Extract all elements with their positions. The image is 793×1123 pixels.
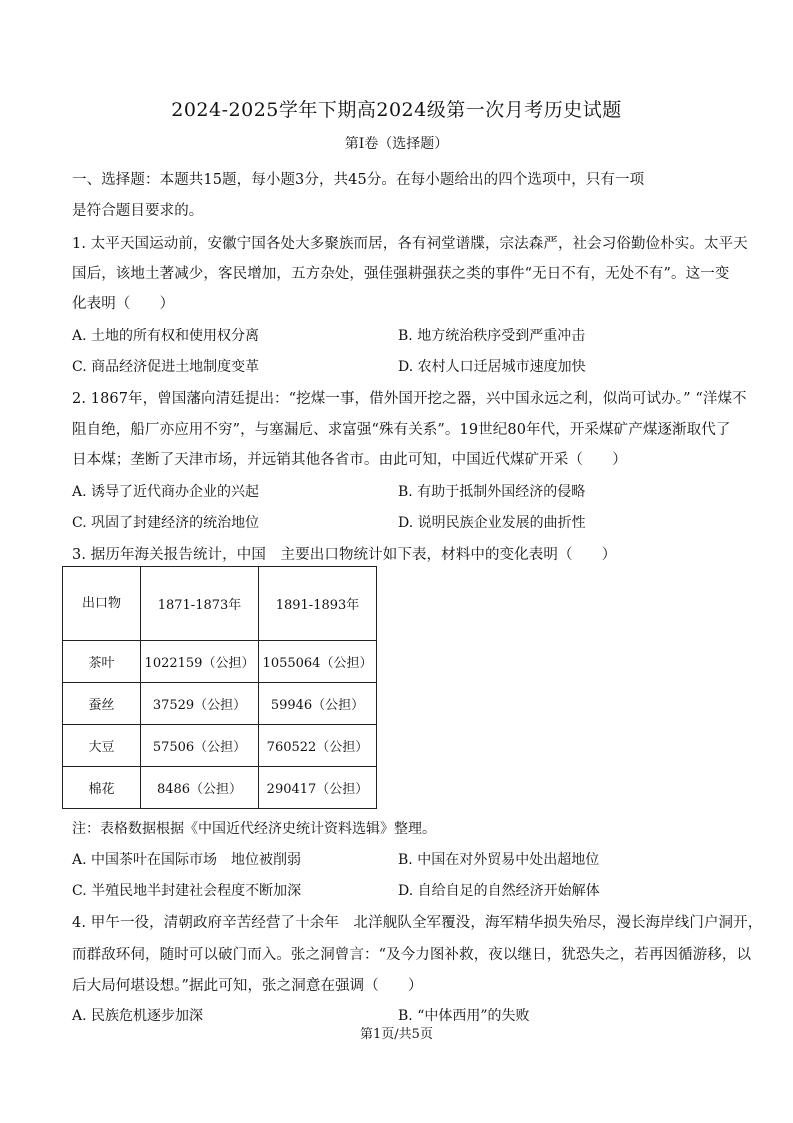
export-data-table	[62, 566, 377, 809]
table-cell: 大豆	[63, 725, 141, 767]
q2-stem-line-1: 2. 1867年，曾国藩向清廷提出：“挖煤一事，借外国开挖之器，兴中国永远之利，似尚可试办。” “洋煤不	[72, 391, 747, 407]
q3-option-a: A. 中国茶叶在国际市场 地位被削弱	[72, 852, 302, 868]
q2-option-d: D. 说明民族企业发展的曲折性	[398, 515, 586, 531]
q1-option-d: D. 农村人口迁居城市速度加快	[398, 359, 586, 375]
q1-option-b: B. 地方统治秩序受到严重冲击	[398, 328, 586, 344]
page-footer: 第1页/共5页	[360, 1027, 433, 1042]
instructions-line-1: 一、选择题：本题共15题，每小题3分，共45分。在每小题给出的四个选项中，只有一项	[72, 172, 645, 188]
table-row	[63, 725, 377, 767]
q1-option-c: C. 商品经济促进土地制度变革	[72, 359, 260, 375]
table-cell: 1022159（公担）	[141, 641, 259, 683]
q2-option-c: C. 巩固了封建经济的统治地位	[72, 515, 260, 531]
table-cell: 290417（公担）	[259, 767, 377, 809]
q4-stem-line-3: 后大局何堪设想。”据此可知，张之洞意在强调（ ）	[72, 978, 423, 994]
q1-stem-line-2: 国后，该地土著减少，客民增加，五方杂处，强佳强耕强获之类的事件“无日不有，无处不有”。这一变	[72, 266, 730, 282]
table-cell: 茶叶	[63, 641, 141, 683]
instructions-line-2: 是符合题目要求的。	[72, 203, 204, 219]
table-cell: 57506（公担）	[141, 725, 259, 767]
q4-stem-line-2: 而群敌环伺，随时可以破门而入。张之洞曾言：“及今力图补救，夜以继日，犹恐失之，若再因循游移，以	[72, 947, 752, 963]
table-row	[63, 641, 377, 683]
table-cell: 8486（公担）	[141, 767, 259, 809]
table-cell: 37529（公担）	[141, 683, 259, 725]
table-header-cell: 1891-1893年	[259, 567, 377, 641]
q2-stem-line-3: 日本煤；垄断了天津市场，并远销其他各省市。由此可知，中国近代煤矿开采（ ）	[72, 452, 627, 468]
q1-stem-line-3: 化表明（ ）	[72, 296, 175, 312]
table-cell: 蚕丝	[63, 683, 141, 725]
q2-stem-line-2: 阻自绝，船厂亦应用不穷”，与塞漏卮、求富强“殊有关系”。19世纪80年代，开采煤矿产煤逐渐取代了	[72, 422, 731, 438]
table-header-cell: 1871-1873年	[141, 567, 259, 641]
q1-option-a: A. 土地的所有权和使用权分离	[72, 328, 260, 344]
page-title: 2024-2025学年下期高2024级第一次月考历史试题	[171, 99, 622, 121]
table-row	[63, 683, 377, 725]
q1-stem-line-1: 1. 太平天国运动前，安徽宁国各处大多聚族而居，各有祠堂谱牒，宗法森严，社会习俗勤俭朴实。太平天	[72, 236, 748, 252]
q3-table-note: 注：表格数据根据《中国近代经济史统计资料选辑》整理。	[72, 821, 436, 837]
q4-option-b: B. “中体西用”的失败	[398, 1008, 530, 1024]
table-cell: 760522（公担）	[259, 725, 377, 767]
q3-option-d: D. 自给自足的自然经济开始解体	[398, 883, 600, 899]
q4-stem-line-1: 4. 甲午一役，清朝政府辛苦经营了十余年 北洋舰队全军覆没，海军精华损失殆尽，漫长海岸线门户洞开，	[72, 915, 763, 931]
q2-option-a: A. 诱导了近代商办企业的兴起	[72, 484, 260, 500]
section-subtitle: 第I卷（选择题）	[344, 136, 449, 152]
table-cell: 59946（公担）	[259, 683, 377, 725]
q2-option-b: B. 有助于抵制外国经济的侵略	[398, 484, 586, 500]
q3-stem-line-1: 3. 据历年海关报告统计，中国 主要出口物统计如下表，材料中的变化表明（ ）	[72, 547, 617, 563]
table-cell: 1055064（公担）	[259, 641, 377, 683]
table-row	[63, 767, 377, 809]
q3-option-b: B. 中国在对外贸易中处出超地位	[398, 852, 600, 868]
table-header-row	[63, 567, 377, 641]
q4-option-a: A. 民族危机逐步加深	[72, 1008, 204, 1024]
table-cell: 棉花	[63, 767, 141, 809]
q3-option-c: C. 半殖民地半封建社会程度不断加深	[72, 883, 302, 899]
table-header-cell: 出口物	[63, 567, 141, 641]
